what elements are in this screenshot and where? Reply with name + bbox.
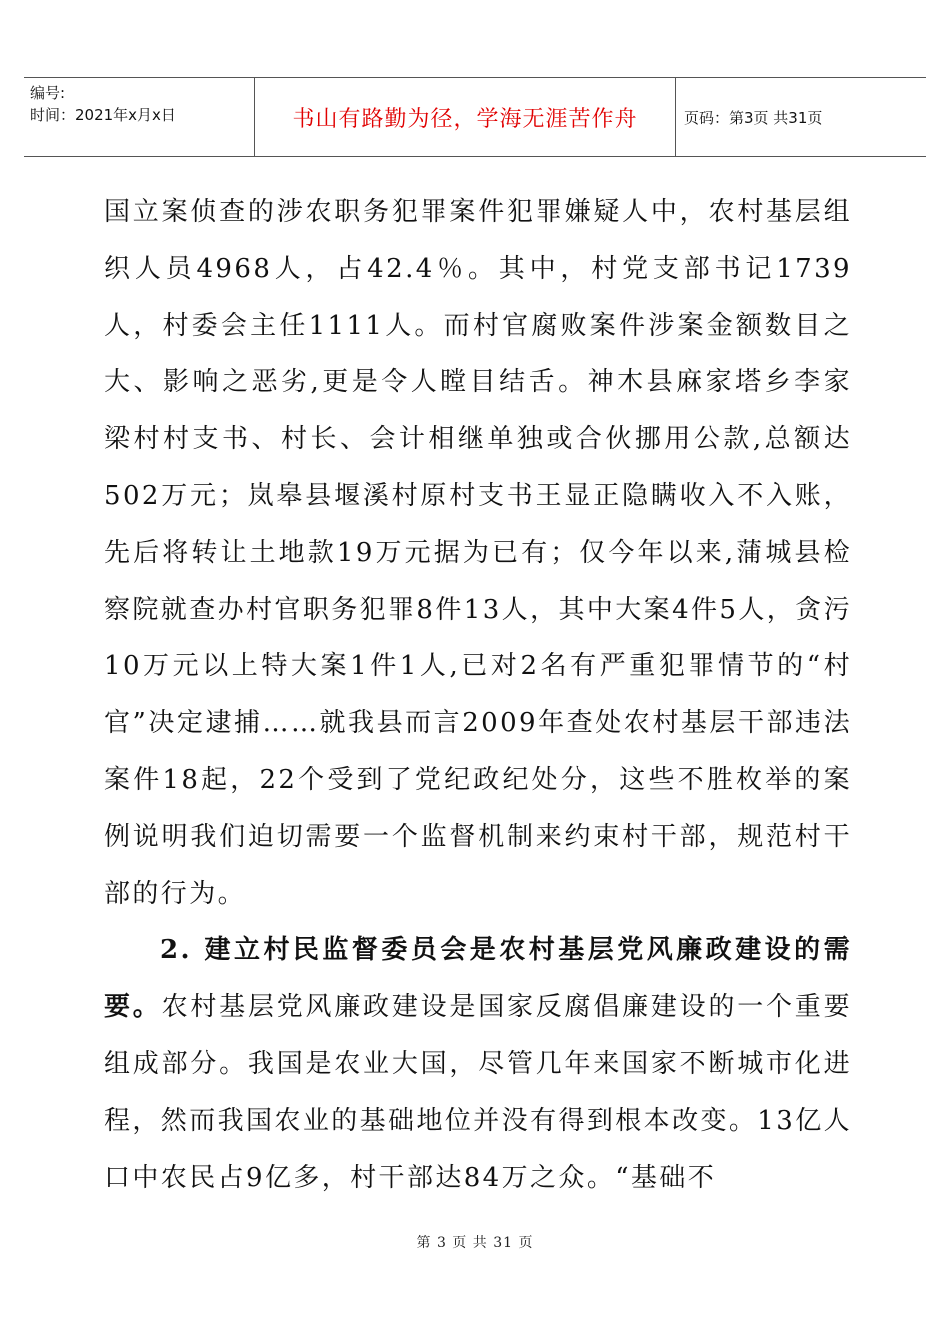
- paragraph-2-heading: 2. 建立村民监督委员会是农村基层党风廉政建设的需要。: [104, 935, 852, 1023]
- body-paragraph-2: [104, 922, 852, 1206]
- document-number-label: 编号:: [30, 84, 66, 102]
- document-time-label: 时间：2021年x月x日: [30, 106, 176, 124]
- document-body: [104, 184, 852, 1206]
- page-header: [24, 77, 926, 157]
- paragraph-2-text: 农村基层党风廉政建设是国家反腐倡廉建设的一个重要组成部分。我国是农业大国，尽管几年来国家不断城市化进程，然而我国农业的基础地位并没有得到根本改变。13亿人口中农民占9亿多，村干部达84万之众。“基础不: [104, 992, 852, 1193]
- page-footer: 第 3 页 共 31 页: [416, 1235, 534, 1251]
- body-paragraph-1: 国立案侦查的涉农职务犯罪案件犯罪嫌疑人中，农村基层组织人员4968人，占42.4％。其中，村党支部书记1739人，村委会主任1111人。而村官腐败案件涉案金额数目之大、影响之恶劣,更是令人瞠目结舌。神木县麻家塔乡李家梁村村支书、村长、会计相继单独或合伙挪用公款,总额达502万元；岚皋县堰溪村原村支书王显正隐瞒收入不入账，先后将转让土地款19万元据为已有；仅今年以来,蒲城县检察院就查办村官职务犯罪8件13人，其中大案4件5人，贪污10万元以上特大案1件1人,已对2名有严重犯罪情节的“村官”决定逮捕……就我县而言2009年查处农村基层干部违法案件18起，22个受到了党纪政纪处分，这些不胜枚举的案例说明我们迫切需要一个监督机制来约束村干部，规范村干部的行为。: [104, 197, 852, 909]
- header-motto: 书山有路勤为径，学海无涯苦作舟: [254, 78, 676, 156]
- header-page-info: 页码：第3页 共31页: [684, 108, 823, 127]
- header-meta: [30, 82, 258, 126]
